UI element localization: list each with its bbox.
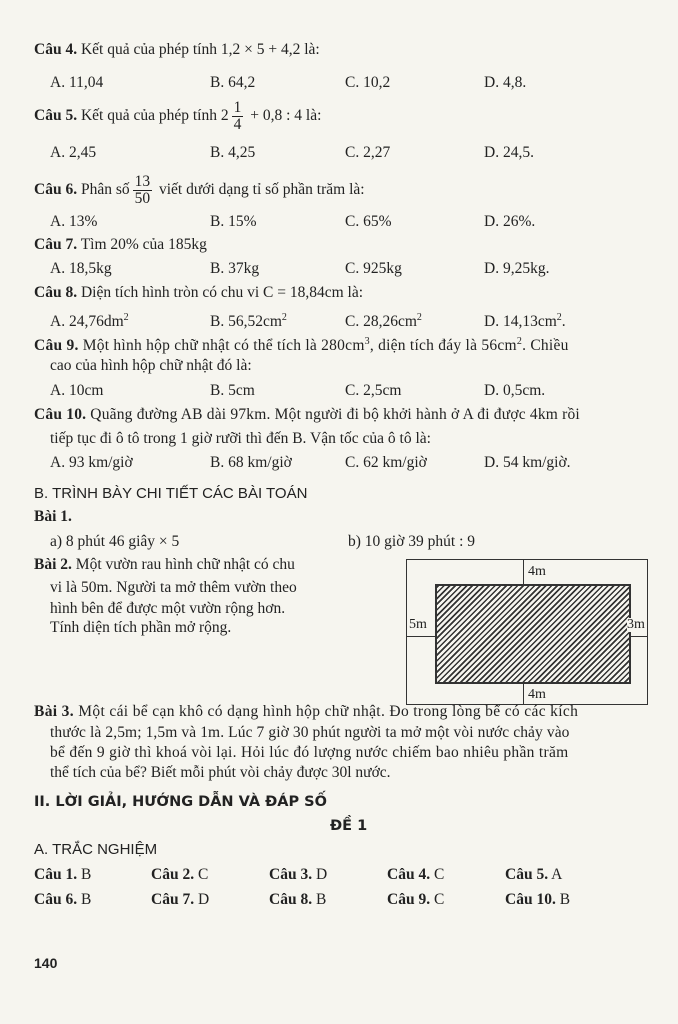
answer-choice: B [315, 891, 327, 908]
question-label: Câu 6. [34, 181, 78, 199]
answer-item [387, 866, 444, 884]
answer-question: Câu 7. [151, 891, 195, 908]
bottom-dimension-arrow [523, 684, 524, 705]
answer-question: Câu 5. [505, 866, 549, 883]
option-a: A. 11,04 [50, 74, 104, 91]
question-4 [34, 41, 320, 59]
option-c: C. 10,2 [345, 74, 391, 91]
answer-item [151, 891, 209, 909]
answer-choice: D [197, 891, 210, 908]
answer-choice: B [559, 891, 571, 908]
option-a: A. 18,5kg [50, 260, 112, 277]
answer-choice: A [551, 866, 563, 883]
question-label: Câu 5. [34, 107, 78, 125]
superscript: 2 [281, 312, 287, 323]
answer-item [151, 866, 208, 884]
question-text: , diện tích đáy là 56cm [369, 337, 517, 355]
answer-question: Câu 3. [269, 866, 313, 883]
bai-1-part-a: a) 8 phút 46 giây × 5 [50, 533, 180, 550]
superscript: 2 [556, 312, 562, 323]
question-text-continued: cao của hình hộp chữ nhật đó là: [50, 357, 252, 374]
option-b: B. 4,25 [210, 144, 256, 161]
answer-item [505, 866, 562, 884]
bai-3-text: thước là 2,5m; 1,5m và 1m. Lúc 7 giờ 30 phút người ta mở một vòi nước chảy vào [50, 724, 570, 741]
answer-question: Câu 1. [34, 866, 78, 883]
option-a [50, 309, 129, 331]
answer-choice: B [80, 891, 92, 908]
fraction [232, 100, 244, 133]
question-label: Câu 9. [34, 337, 79, 355]
answer-question: Câu 4. [387, 866, 431, 883]
bai-3-text: Một cái bể cạn khô có dạng hình hộp chữ nhật. Đo trong lòng bể có các kích [78, 703, 579, 720]
option-a: A. 2,45 [50, 144, 97, 161]
option-d: D. 0,5cm. [484, 382, 546, 399]
denominator: 4 [233, 116, 242, 133]
question-text: viết dưới dạng tỉ số phần trăm là: [159, 181, 365, 199]
answer-item [505, 891, 570, 909]
de-heading: ĐỀ 1 [330, 818, 368, 834]
option-c: C. 925kg [345, 260, 402, 277]
answer-choice: D [315, 866, 328, 883]
option-d: D. 54 km/giờ. [484, 454, 571, 471]
fraction [133, 174, 153, 207]
question-9: Câu 9. Một hình hộp chữ nhật có thể tích là $280cm^3$, diện tích đáy là $56cm^2$. Chiều [34, 336, 569, 355]
page-number: 140 [34, 955, 58, 971]
hatched-garden-area [435, 584, 631, 684]
option-text: D. 14,13cm [484, 313, 557, 331]
option-c: C. 2,5cm [345, 382, 402, 399]
option-c: C. 65% [345, 213, 392, 230]
question-10 [34, 406, 580, 424]
option-d: D. $14,13cm^2$. [484, 312, 566, 331]
bai-3-text: thể tích của bể? Biết mỗi phút vòi chảy được 30l nước. [50, 764, 391, 781]
trac-nghiem-heading: A. TRẮC NGHIỆM [34, 841, 158, 858]
bai-2-text: Một vườn rau hình chữ nhật có chu [75, 556, 295, 573]
option-d: D. 24,5. [484, 144, 534, 161]
bai-1-label: Bài 1. [34, 508, 72, 525]
answer-item [269, 891, 326, 909]
top-label: 4m [528, 564, 546, 579]
option-text: A. 24,76dm [50, 313, 124, 331]
option-a: A. 10cm [50, 382, 104, 399]
answer-choice: C [197, 866, 209, 883]
answer-choice: B [80, 866, 92, 883]
question-text: . Chiều [522, 337, 569, 355]
bai-3-label: Bài 3. [34, 703, 74, 720]
left-dimension-arrow [407, 636, 435, 637]
option-c: C. 2,27 [345, 144, 391, 161]
answer-choice: C [433, 866, 445, 883]
question-7 [34, 236, 207, 254]
question-text: Phân số [80, 181, 130, 199]
question-label: Câu 8. [34, 284, 78, 301]
answer-choice: C [433, 891, 445, 908]
top-dimension-arrow [523, 560, 524, 584]
answer-item [34, 866, 91, 884]
section-ii-heading: II. LỜI GIẢI, HƯỚNG DẪN VÀ ĐÁP SỐ [34, 794, 327, 810]
question-label: Câu 7. [34, 236, 78, 253]
bai-2-label: Bài 2. [34, 556, 72, 573]
left-label: 5m [409, 617, 427, 632]
question-text-continued: tiếp tục đi ô tô trong 1 giờ rưỡi thì đến B. Vận tốc của ô tô là: [50, 430, 431, 447]
option-a: A. 13% [50, 213, 98, 230]
question-text: + 0,8 : 4 là: [250, 107, 322, 125]
question-5 [34, 100, 321, 133]
option-d: D. 26%. [484, 213, 536, 230]
option-b: B. 37kg [210, 260, 260, 277]
answer-question: Câu 6. [34, 891, 78, 908]
numerator: 13 [134, 173, 151, 190]
option-b [210, 309, 287, 331]
numerator: 1 [233, 99, 242, 116]
superscript: 2 [416, 312, 422, 323]
option-text: B. 56,52cm [210, 313, 282, 331]
question-label: Câu 4. [34, 41, 78, 58]
option-d: D. 4,8. [484, 74, 527, 91]
superscript: 2 [123, 312, 129, 323]
answer-item [34, 891, 91, 909]
question-text: Kết quả của phép tính 1,2 × 5 + 4,2 là: [80, 41, 320, 58]
option-c [345, 309, 422, 331]
bai-1-part-b: b) 10 giờ 39 phút : 9 [348, 533, 476, 550]
question-6 [34, 174, 365, 207]
question-text: Quãng đường AB dài 97km. Một người đi bộ khởi hành ở A đi được 4km rồi [90, 406, 580, 423]
question-text: Diện tích hình tròn có chu vi C = 18,84cm là: [80, 284, 364, 301]
denominator: 50 [134, 190, 151, 207]
garden-diagram [406, 559, 648, 705]
bottom-label: 4m [528, 687, 546, 702]
bai-2-text: Tính diện tích phần mở rộng. [50, 619, 232, 636]
option-b: B. 5cm [210, 382, 255, 399]
option-b: B. 64,2 [210, 74, 256, 91]
question-text: Kết quả của phép tính 2 [80, 107, 229, 125]
option-a: A. 93 km/giờ [50, 454, 133, 471]
right-label: 3m [627, 617, 645, 632]
answer-item [387, 891, 444, 909]
right-dimension-arrow [631, 636, 647, 637]
option-b: B. 15% [210, 213, 257, 230]
option-text: C. 28,26cm [345, 313, 417, 331]
question-label: Câu 10. [34, 406, 87, 423]
section-b-heading: B. TRÌNH BÀY CHI TIẾT CÁC BÀI TOÁN [34, 485, 308, 502]
answer-question: Câu 9. [387, 891, 431, 908]
option-b: B. 68 km/giờ [210, 454, 292, 471]
bai-2-text: vi là 50m. Người ta mở thêm vườn theo [50, 579, 297, 596]
question-8 [34, 284, 363, 302]
question-text: Một hình hộp chữ nhật có thể tích là 280cm [82, 337, 365, 355]
question-text: Tìm 20% của 185kg [80, 236, 207, 253]
bai-2-text: hình bên để được một vườn rộng hơn. [50, 600, 286, 617]
answer-item [269, 866, 327, 884]
answer-question: Câu 10. [505, 891, 556, 908]
option-c: C. 62 km/giờ [345, 454, 427, 471]
option-d: D. 9,25kg. [484, 260, 550, 277]
answer-question: Câu 8. [269, 891, 313, 908]
bai-3-text: bể đến 9 giờ thì khoá vòi lại. Hỏi lúc đó lượng nước chiếm bao nhiêu phần trăm [50, 744, 569, 761]
answer-question: Câu 2. [151, 866, 195, 883]
bai-2 [34, 556, 295, 574]
bai-3 [34, 703, 578, 721]
